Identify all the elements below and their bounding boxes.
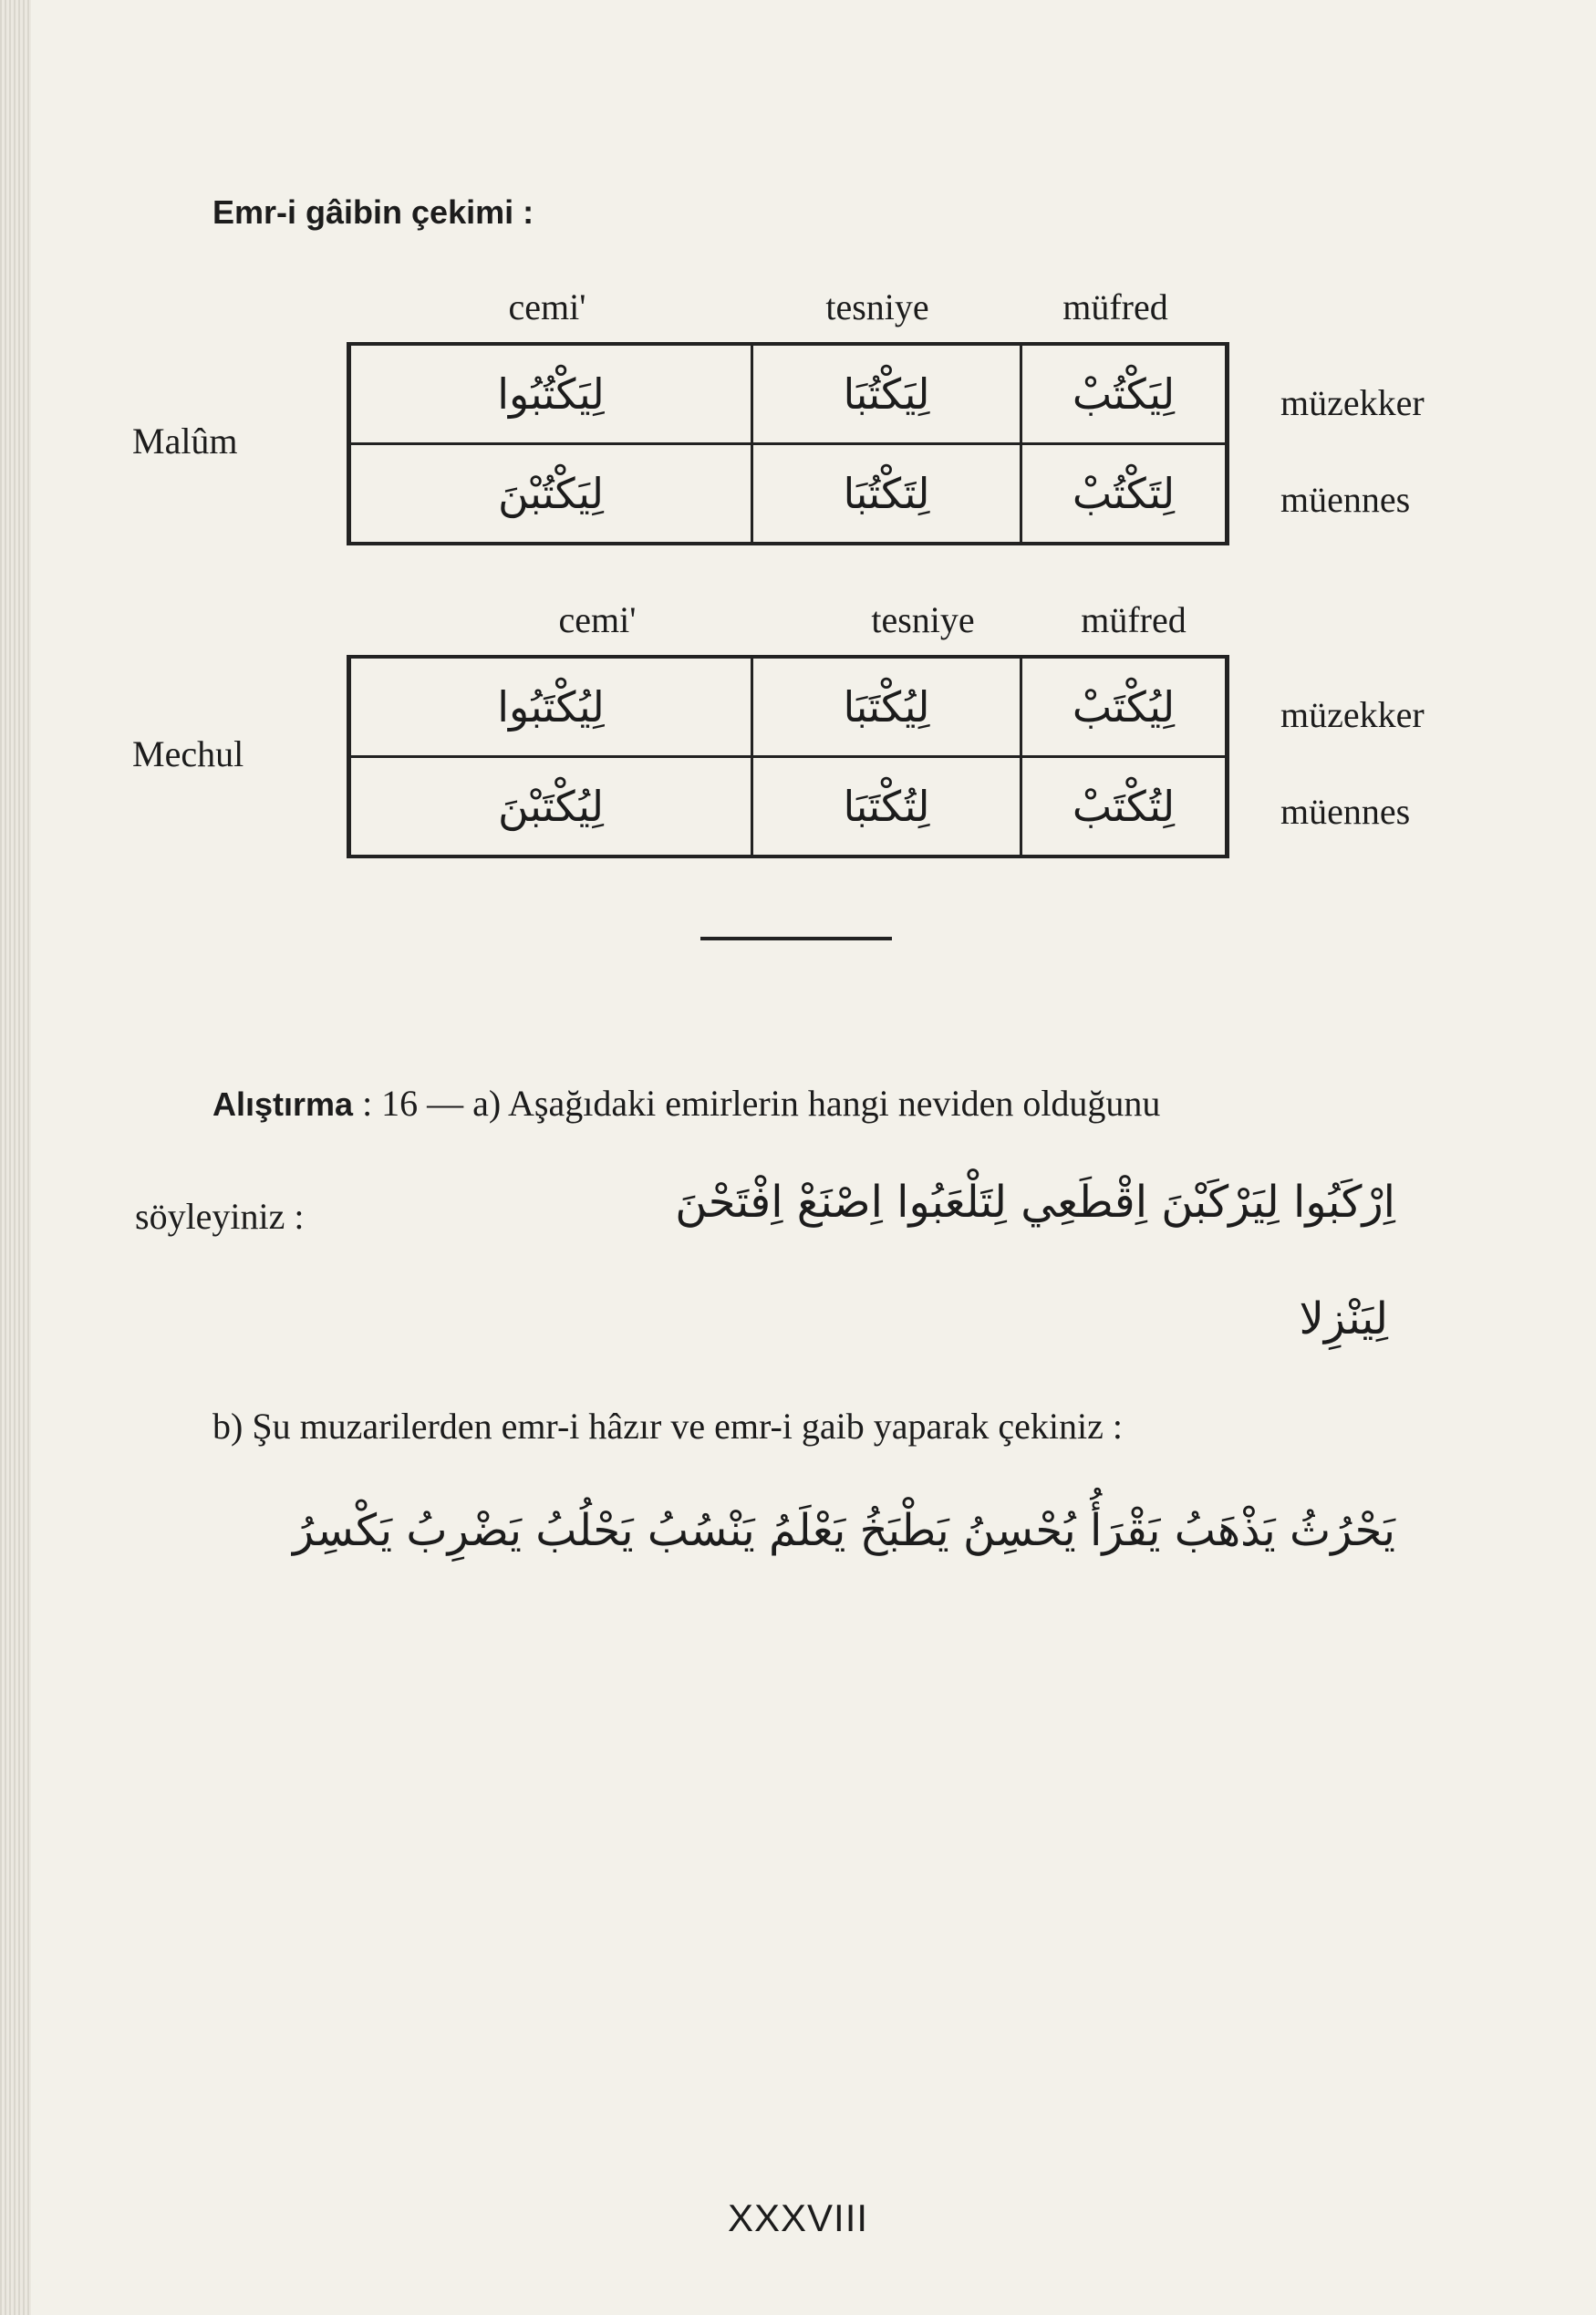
col-header-dual: tesniye bbox=[825, 286, 929, 327]
section-divider bbox=[700, 937, 892, 940]
exercise-a-arabic-words-continued: لِيَنْزِلا bbox=[1299, 1293, 1388, 1344]
table-cell: لِتُكْتَبَا bbox=[752, 757, 1021, 857]
table-row bbox=[349, 344, 1228, 444]
exercise-a-arabic-words: اِرْكَبُوا لِيَرْكَبْنَ اِقْطَعِي لِتَلْعَبُوا اِصْنَعْ اِفْتَحْنَ bbox=[675, 1177, 1395, 1228]
table-cell: لِيَكْتُبَا bbox=[752, 344, 1021, 444]
table-row bbox=[349, 657, 1228, 757]
table-cell: لِيُكْتَبَا bbox=[752, 657, 1021, 757]
exercise-a-text: : 16 — a) Aşağıdaki emirlerin hangi neviden olduğunu bbox=[362, 1083, 1161, 1124]
col-header-dual: tesniye bbox=[871, 599, 975, 640]
table-cell: لِيَكْتُبْنَ bbox=[349, 444, 752, 545]
page-number: XXXVIII bbox=[727, 2196, 869, 2239]
exercise-b-text: b) Şu muzarilerden emr-i hâzır ve emr-i gaib yaparak çekiniz : bbox=[212, 1406, 1123, 1447]
exercise-a-text-continued: söyleyiniz : bbox=[135, 1196, 305, 1237]
gender-label-feminine: müennes bbox=[1280, 791, 1411, 832]
table-cell: لِيَكْتُبُوا bbox=[349, 344, 752, 444]
gender-label-masculine: müzekker bbox=[1280, 382, 1425, 423]
col-header-plural: cemi' bbox=[508, 286, 586, 327]
table-cell: لِيُكْتَبْ bbox=[1021, 657, 1228, 757]
conjugation-table-malum bbox=[347, 342, 1229, 545]
exercise-line-a bbox=[212, 1082, 1160, 1125]
row-group-label-mechul: Mechul bbox=[132, 733, 244, 774]
table-row bbox=[349, 444, 1228, 545]
gender-label-feminine: müennes bbox=[1280, 479, 1411, 520]
page-binding-edge bbox=[0, 0, 31, 2315]
table-cell: لِيُكْتَبْنَ bbox=[349, 757, 752, 857]
table-cell: لِيُكْتَبُوا bbox=[349, 657, 752, 757]
table-row bbox=[349, 757, 1228, 857]
table-cell: لِيَكْتُبْ bbox=[1021, 344, 1228, 444]
section-heading: Emr-i gâibin çekimi : bbox=[212, 193, 534, 231]
table-cell: لِتُكْتَبْ bbox=[1021, 757, 1228, 857]
row-group-label-malum: Malûm bbox=[132, 420, 238, 462]
exercise-b-arabic-words: يَحْرُثُ يَذْهَبُ يَقْرَأُ يُحْسِنُ يَطْبَخُ يَعْلَمُ يَنْسُبُ يَحْلُبُ يَضْرِبُ يَكْسِرُ bbox=[292, 1505, 1395, 1556]
col-header-plural: cemi' bbox=[558, 599, 637, 640]
conjugation-table-mechul bbox=[347, 655, 1229, 858]
col-header-singular: müfred bbox=[1081, 599, 1187, 640]
table-cell: لِتَكْتُبْ bbox=[1021, 444, 1228, 545]
table-cell: لِتَكْتُبَا bbox=[752, 444, 1021, 545]
exercise-label: Alıştırma bbox=[212, 1085, 354, 1123]
col-header-singular: müfred bbox=[1062, 286, 1168, 327]
gender-label-masculine: müzekker bbox=[1280, 694, 1425, 735]
